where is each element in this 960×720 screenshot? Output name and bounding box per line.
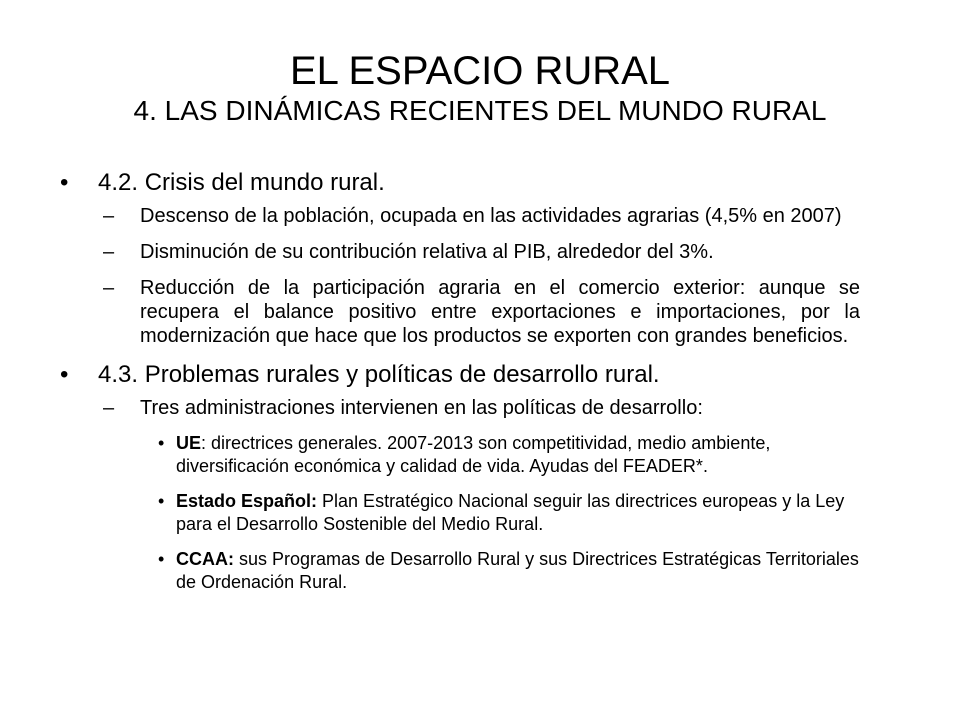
subitem-pib (60, 240, 860, 264)
subsubitem-label: Estado Español: (176, 491, 318, 511)
subitem-administraciones (60, 396, 860, 420)
dash-marker: – (103, 277, 115, 299)
dash-marker: – (103, 205, 115, 227)
subsubitem-ccaa (60, 548, 860, 594)
bullet-text: 4.2. Crisis del mundo rural. (98, 169, 385, 196)
subsubitem-ue (60, 432, 860, 478)
bullet-text: 4.3. Problemas rurales y políticas de desarrollo rural. (98, 361, 660, 388)
subsubitem-label: UE (176, 433, 202, 453)
title-subtitle: 4. LAS DINÁMICAS RECIENTES DEL MUNDO RURAL (133, 95, 827, 126)
subitem-text: Descenso de la población, ocupada en las actividades agrarias (4,5% en 2007) (140, 205, 842, 227)
dash-marker: – (103, 241, 115, 263)
subitem-text: Reducción de la participación agraria en el comercio exterior: aunque se recupera el balance positivo entre exportaciones e importaciones, por la modernización que hace que los productos se exporten con grandes beneficios. (140, 277, 860, 347)
bullet-problemas (60, 360, 860, 390)
slide-title (48, 48, 912, 128)
slide-content (60, 168, 860, 606)
subitem-poblacion (60, 204, 860, 228)
subsubitem-text: : directrices generales. 2007-2013 son competitividad, medio ambiente, diversificación económica y calidad de vida. Ayudas del FEADER*. (176, 433, 771, 476)
dash-marker: – (103, 397, 115, 419)
dot-marker: • (158, 433, 165, 453)
subitem-comercio (60, 276, 860, 348)
dot-marker: • (158, 491, 165, 511)
dot-marker: • (158, 549, 165, 569)
subsubitem-text: sus Programas de Desarrollo Rural y sus Directrices Estratégicas Territoriales de Ordenación Rural. (176, 549, 859, 592)
subitem-text: Disminución de su contribución relativa al PIB, alrededor del 3%. (140, 241, 714, 263)
subsubitem-text: Plan Estratégico Nacional seguir las directrices europeas y la Ley para el Desarrollo Sostenible del Medio Rural. (176, 491, 845, 534)
title-main: EL ESPACIO RURAL (289, 49, 671, 93)
subitem-text: Tres administraciones intervienen en las políticas de desarrollo: (140, 397, 703, 419)
subsubitem-label: CCAA: (176, 549, 234, 569)
bullet-marker: • (60, 361, 69, 388)
bullet-crisis (60, 168, 860, 198)
subsubitem-estado (60, 490, 860, 536)
bullet-marker: • (60, 169, 69, 196)
